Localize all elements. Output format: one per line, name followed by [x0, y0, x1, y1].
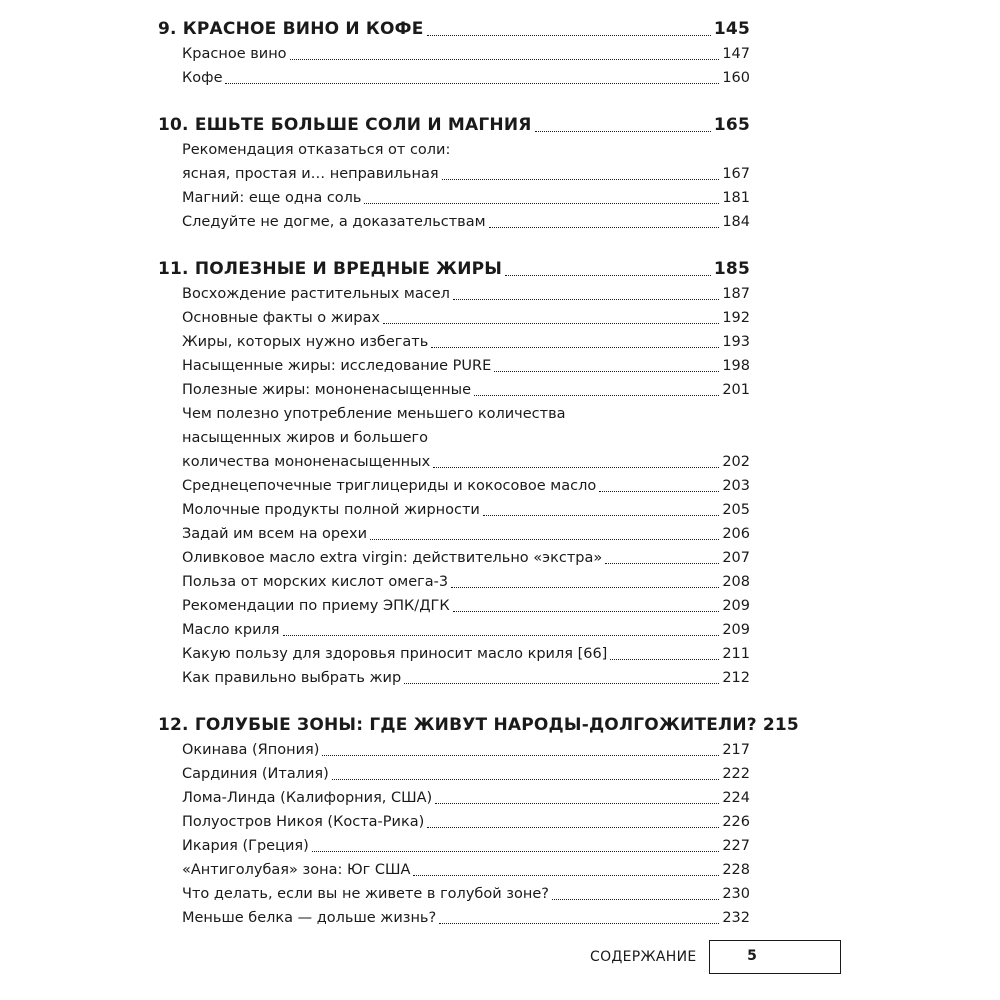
entry-page: 211 — [722, 646, 750, 662]
entry-title: Красное вино — [182, 46, 287, 62]
chapter-block — [158, 712, 799, 930]
toc-entry — [158, 762, 750, 786]
footer-section-label: СОДЕРЖАНИЕ — [590, 949, 697, 965]
chapter-title: 9. КРАСНОЕ ВИНО И КОФЕ — [158, 19, 424, 39]
entry-page: 227 — [722, 838, 750, 854]
entry-line: насыщенных жиров и большего — [182, 430, 429, 446]
toc-entry — [158, 186, 750, 210]
dot-leader — [494, 371, 719, 372]
dot-leader — [439, 923, 719, 924]
chapter-page: 165 — [713, 115, 750, 135]
dot-leader — [427, 35, 711, 36]
entry-title: Икария (Греция) — [182, 838, 309, 854]
toc-entry — [158, 666, 750, 690]
toc-entry — [158, 162, 750, 186]
entry-line: Рекомендация отказаться от соли: — [182, 142, 451, 158]
dot-leader — [453, 611, 720, 612]
entry-page: 209 — [722, 598, 750, 614]
toc-entry — [158, 354, 750, 378]
entry-page: 187 — [722, 286, 750, 302]
dot-leader — [483, 515, 719, 516]
dot-leader — [489, 227, 720, 228]
toc-entry — [158, 642, 750, 666]
entry-title: Масло криля — [182, 622, 280, 638]
chapter-title: 11. ПОЛЕЗНЫЕ И ВРЕДНЫЕ ЖИРЫ — [158, 259, 503, 279]
dot-leader — [283, 635, 720, 636]
entry-title: Жиры, которых нужно избегать — [182, 334, 429, 350]
chapter-page: 215 — [762, 715, 799, 735]
entry-page: 198 — [722, 358, 750, 374]
entry-page: 160 — [722, 70, 750, 86]
toc-entry — [158, 282, 750, 306]
entry-title: Оливковое масло extra virgin: действительно «экстра» — [182, 550, 603, 566]
dot-leader — [332, 779, 720, 780]
entry-page: 224 — [722, 790, 750, 806]
entry-page: 201 — [722, 382, 750, 398]
chapter-title: 12. ГОЛУБЫЕ ЗОНЫ: ГДЕ ЖИВУТ НАРОДЫ-ДОЛГОЖИТЕЛИ? — [158, 715, 757, 735]
toc-entry — [158, 210, 750, 234]
table-of-contents — [158, 16, 799, 952]
toc-entry — [158, 522, 750, 546]
dot-leader — [435, 803, 719, 804]
entry-title: Рекомендации по приему ЭПК/ДГК — [182, 598, 450, 614]
dot-leader — [535, 131, 711, 132]
toc-entry — [158, 810, 750, 834]
dot-leader — [610, 659, 719, 660]
entry-page: 203 — [722, 478, 750, 494]
entry-title: Что делать, если вы не живете в голубой зоне? — [182, 886, 549, 902]
entry-title: Лома-Линда (Калифорния, США) — [182, 790, 433, 806]
dot-leader — [552, 899, 719, 900]
dot-leader — [453, 299, 719, 300]
toc-entry — [158, 450, 750, 474]
dot-leader — [225, 83, 719, 84]
entry-title: Восхождение растительных масел — [182, 286, 450, 302]
footer-page-box — [709, 940, 841, 974]
entry-title: Молочные продукты полной жирности — [182, 502, 480, 518]
toc-entry — [158, 834, 750, 858]
dot-leader — [442, 179, 720, 180]
entry-page: 217 — [722, 742, 750, 758]
entry-page: 193 — [722, 334, 750, 350]
entry-page: 228 — [722, 862, 750, 878]
dot-leader — [451, 587, 719, 588]
entry-page: 202 — [722, 454, 750, 470]
entry-title: Польза от морских кислот омега-3 — [182, 574, 449, 590]
entry-page: 230 — [722, 886, 750, 902]
entry-page: 208 — [722, 574, 750, 590]
toc-entry — [158, 306, 750, 330]
entry-title: Кофе — [182, 70, 223, 86]
chapter-block — [158, 16, 750, 90]
entry-page: 232 — [722, 910, 750, 926]
entry-title: Полезные жиры: мононенасыщенные — [182, 382, 472, 398]
chapter-block — [158, 256, 750, 690]
toc-entry — [158, 378, 750, 402]
toc-entry — [158, 42, 750, 66]
chapter-block — [158, 112, 750, 234]
dot-leader — [364, 203, 719, 204]
dot-leader — [599, 491, 719, 492]
entry-page: 209 — [722, 622, 750, 638]
chapter-heading — [158, 256, 750, 282]
dot-leader — [290, 59, 720, 60]
entry-page: 184 — [722, 214, 750, 230]
chapter-heading — [158, 112, 750, 138]
toc-entry — [158, 618, 750, 642]
entry-page: 181 — [722, 190, 750, 206]
toc-entry — [158, 546, 750, 570]
toc-entry — [158, 66, 750, 90]
entry-page: 212 — [722, 670, 750, 686]
entry-page: 207 — [722, 550, 750, 566]
entry-title: Полуостров Никоя (Коста-Рика) — [182, 814, 425, 830]
toc-entry — [158, 858, 750, 882]
entry-title: Какую пользу для здоровья приносит масло криля [66] — [182, 646, 608, 662]
entry-title: количества мононенасыщенных — [182, 454, 431, 470]
dot-leader — [505, 275, 711, 276]
entry-page: 226 — [722, 814, 750, 830]
toc-entry — [158, 498, 750, 522]
entry-title: Меньше белка — дольше жизнь? — [182, 910, 437, 926]
toc-entry — [158, 906, 750, 930]
entry-title: Окинава (Япония) — [182, 742, 320, 758]
dot-leader — [474, 395, 719, 396]
entry-title: Как правильно выбрать жир — [182, 670, 402, 686]
dot-leader — [312, 851, 720, 852]
dot-leader — [322, 755, 719, 756]
chapter-title: 10. ЕШЬТЕ БОЛЬШЕ СОЛИ И МАГНИЯ — [158, 115, 532, 135]
entry-page: 147 — [722, 46, 750, 62]
toc-entry — [158, 330, 750, 354]
dot-leader — [433, 467, 719, 468]
entry-title: Следуйте не догме, а доказательствам — [182, 214, 486, 230]
chapter-heading — [158, 16, 750, 42]
entry-title: Основные факты о жирах — [182, 310, 380, 326]
entry-page: 205 — [722, 502, 750, 518]
chapter-page: 145 — [713, 19, 750, 39]
entry-page: 206 — [722, 526, 750, 542]
dot-leader — [413, 875, 719, 876]
toc-entry — [158, 882, 750, 906]
toc-entry — [158, 738, 750, 762]
toc-entry — [158, 594, 750, 618]
dot-leader — [431, 347, 719, 348]
chapter-heading — [158, 712, 799, 738]
entry-page: 222 — [722, 766, 750, 782]
dot-leader — [427, 827, 719, 828]
entry-title: Среднецепочечные триглицериды и кокосовое масло — [182, 478, 597, 494]
entry-line: Чем полезно употребление меньшего количества — [182, 406, 566, 422]
dot-leader — [605, 563, 719, 564]
toc-entry — [158, 474, 750, 498]
entry-page: 192 — [722, 310, 750, 326]
entry-title: Насыщенные жиры: исследование PURE — [182, 358, 492, 374]
toc-entry — [158, 786, 750, 810]
dot-leader — [404, 683, 719, 684]
dot-leader — [370, 539, 719, 540]
entry-title: Задай им всем на орехи — [182, 526, 368, 542]
dot-leader — [383, 323, 719, 324]
entry-title: Сардиния (Италия) — [182, 766, 329, 782]
toc-entry — [158, 570, 750, 594]
entry-title: «Антиголубая» зона: Юг США — [182, 862, 411, 878]
entry-title: Магний: еще одна соль — [182, 190, 362, 206]
chapter-page: 185 — [713, 259, 750, 279]
page-number: 5 — [747, 948, 757, 964]
entry-page: 167 — [722, 166, 750, 182]
entry-title: ясная, простая и… неправильная — [182, 166, 439, 182]
